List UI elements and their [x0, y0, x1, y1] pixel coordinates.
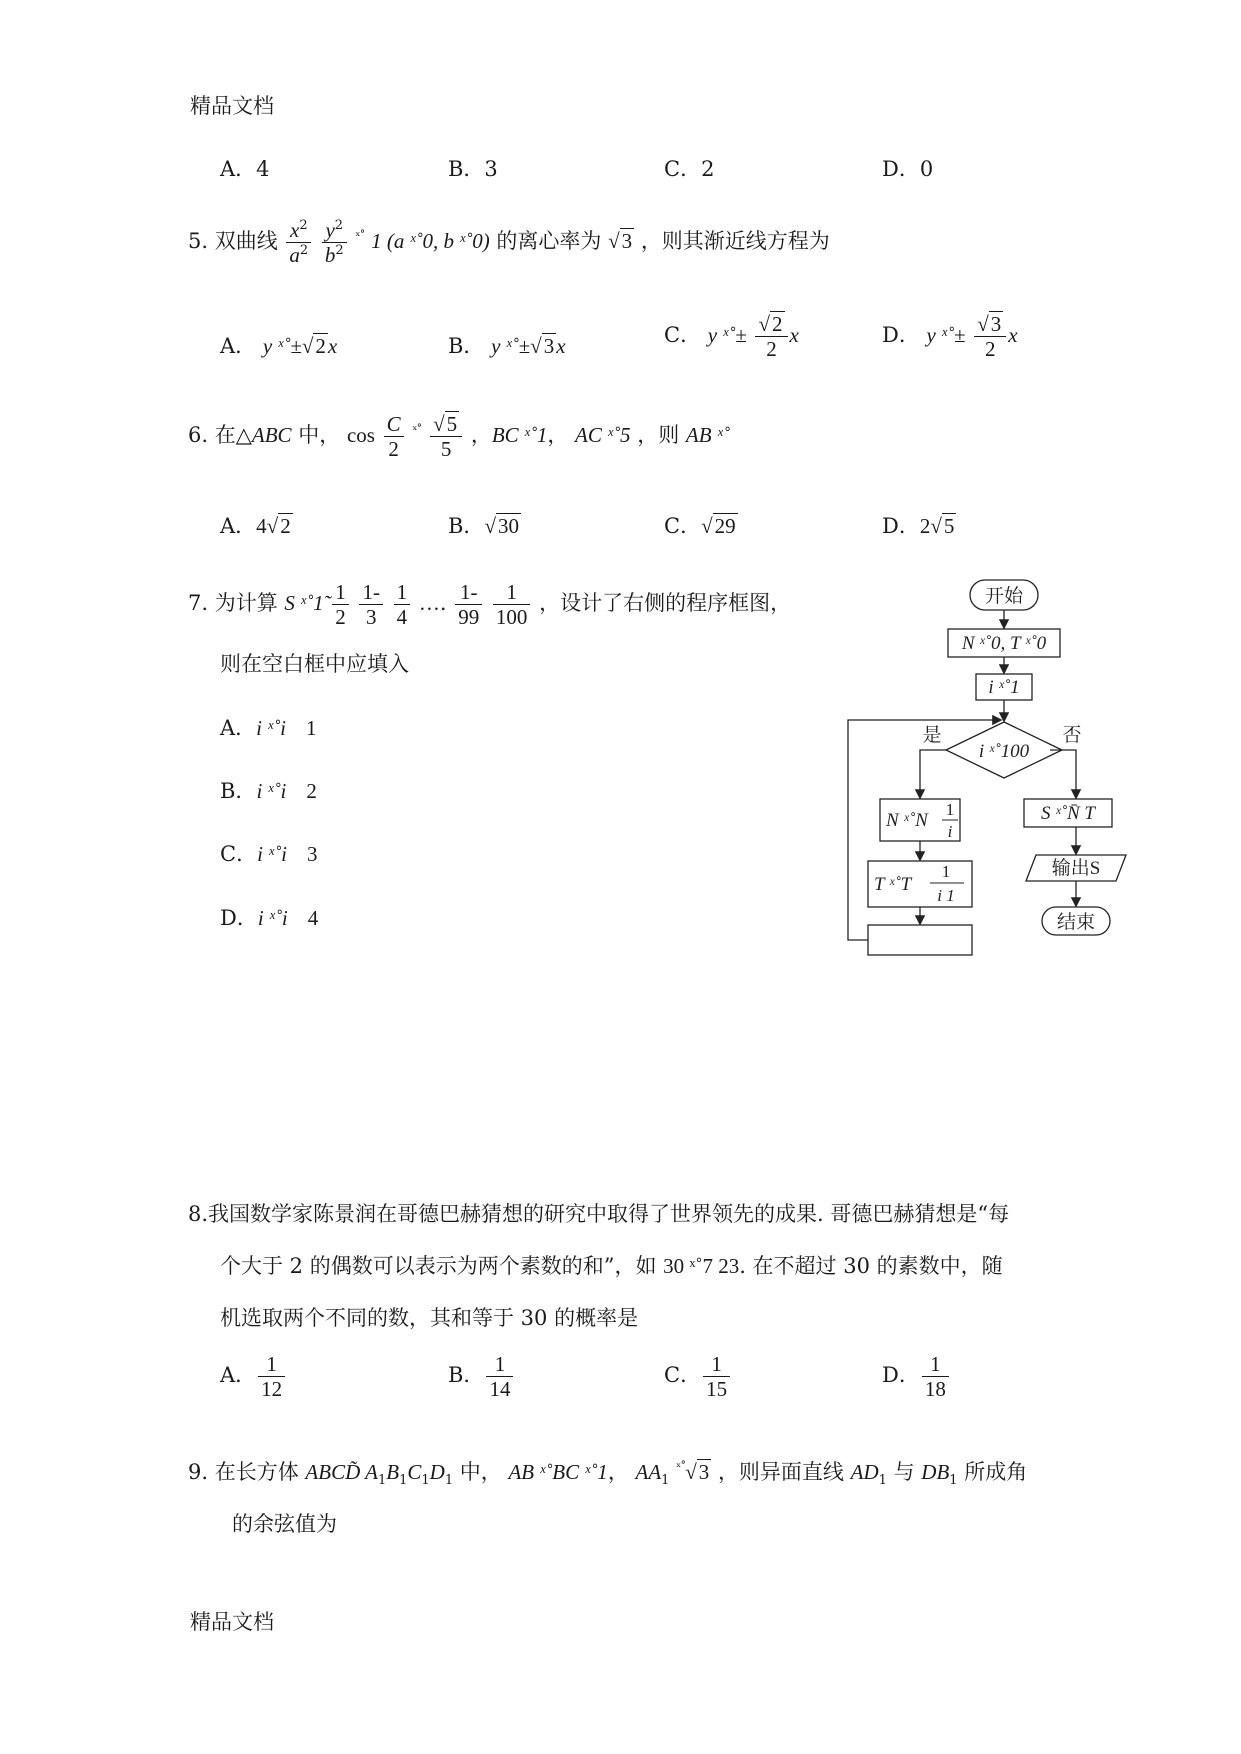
flow-t-frac-den: i 1 [937, 886, 955, 905]
q5-text-before: 双曲线 [214, 229, 278, 254]
flow-n-frac-den: i [947, 822, 953, 841]
q5-option-b: B． y ˣ˚±√3x [448, 334, 566, 358]
flow-t-update-label: T ˣ˚T [874, 874, 912, 895]
q7-option-d: D．i ˣ˚i 4 [220, 906, 319, 930]
q9-line2: 的余弦值为 [232, 1512, 337, 1536]
flow-end-label: 结束 [1056, 912, 1096, 933]
flow-t-frac-num: 1 [941, 862, 951, 881]
q4-option-d: D．0 [882, 157, 934, 181]
flow-init-label: N ˣ˚0, T ˣ˚0 [961, 633, 1047, 654]
q5-option-d: D． y ˣ˚± $\frac{√3}{2}$ x [882, 312, 1018, 362]
question-6: 6. 在△ABC 中， cos $\frac{C}{2}$ $^{ˣ˚}$ $\frac{√5}{5}$ ，BC ˣ˚1， AC ˣ˚5 ，则 AB ˣ˚ [188, 412, 730, 462]
q8-option-a: A． $\frac{1}{12}$ [220, 1352, 287, 1401]
q6-option-a: A．4√2 [220, 514, 291, 538]
flow-yes-label: 是 [922, 725, 942, 746]
flow-s-calc-label: S ˣ˚N̄ T [1041, 803, 1095, 824]
q4-option-b: B．3 [448, 157, 498, 181]
question-5: 5. 双曲线 $\frac{x^2}{a^2}$ $\frac{y^2}{b^2}$ $^{ˣ˚}$ 1 (a ˣ˚0, b ˣ˚0) 的离心率为 √3 ，则其渐近线方程为 [188, 218, 830, 268]
flow-start-label: 开始 [984, 586, 1024, 607]
q5-condition: 1 (a ˣ˚0, b ˣ˚0) [371, 229, 490, 254]
q5-frac-y: $\frac{y^2}{b^2}$ [322, 218, 347, 267]
q8-option-b: B． $\frac{1}{14}$ [448, 1352, 515, 1401]
question-8: 8.我国数学家陈景润在哥德巴赫猜想的研究中取得了世界领先的成果. 哥德巴赫猜想是“每 [188, 1202, 1010, 1226]
page-header: 精品文档 [190, 94, 274, 118]
q5-number: 5. [188, 229, 209, 254]
flow-no-label: 否 [1062, 725, 1082, 746]
q8-line2: 个大于 2 的偶数可以表示为两个素数的和”，如 30 ˣ˚7 23. 在不超过 30 的素数中，随 [220, 1254, 1003, 1278]
q6-option-d: D．2√5 [882, 514, 955, 538]
q5-frac-x: $\frac{x^2}{a^2}$ [286, 218, 311, 267]
q6-option-c: C．√29 [664, 514, 736, 538]
q5-text-after: ，则其渐近线方程为 [640, 229, 830, 254]
q8-line3: 机选取两个不同的数，其和等于 30 的概率是 [220, 1306, 639, 1330]
flow-n-frac-num: 1 [945, 800, 955, 819]
q7-line2: 则在空白框中应填入 [220, 652, 409, 676]
q5-sqrt: 3 [621, 229, 633, 254]
flow-blank-node [868, 925, 972, 955]
q7-option-b: B．i ˣ˚i 2 [220, 779, 317, 803]
q5-text-mid: 的离心率为 [496, 229, 602, 254]
q7-option-a: A．i ˣ˚i 1 [220, 716, 317, 740]
q5-glitch: ˣ˚ [355, 229, 365, 244]
q4-option-a: A．4 [220, 157, 270, 181]
q5-option-a: A． y ˣ˚±√2x [220, 334, 338, 358]
q8-option-c: C． $\frac{1}{15}$ [664, 1352, 732, 1401]
flowchart [840, 575, 1101, 975]
question-7: 7. 为计算 S ˣ˚1̃ $\frac{1}{2}$ $\frac{1-}{3}$ $\frac{1}{4}$ …. $\frac{1-}{99}$ $\frac{1}{100}$ ，设计了右侧的程序框图， [188, 580, 792, 630]
q8-option-d: D． $\frac{1}{18}$ [882, 1352, 951, 1401]
q7-option-c: C．i ˣ˚i 3 [220, 842, 318, 866]
q5-option-c: C． y ˣ˚± $\frac{√2}{2}$ x [664, 312, 799, 362]
q4-option-c: C．2 [664, 157, 715, 181]
flow-n-update-label: N ˣ˚N [886, 810, 928, 831]
flow-i-init-label: i ˣ˚1 [988, 677, 1020, 698]
question-9: 9. 在长方体 ABCD̃ $A_1B_1C_1D_1$ 中， AB ˣ˚BC ˣ˚1， $AA_1$ $^{ˣ˚}$√3 ，则异面直线 $AD_1$ 与 $DB_1$ 所成角 [188, 1460, 1028, 1489]
flow-condition-label: i ˣ˚100 [978, 741, 1030, 762]
page-footer: 精品文档 [190, 1610, 274, 1634]
q6-option-b: B．√30 [448, 514, 519, 538]
flow-output-label: 输出S [1051, 858, 1101, 879]
